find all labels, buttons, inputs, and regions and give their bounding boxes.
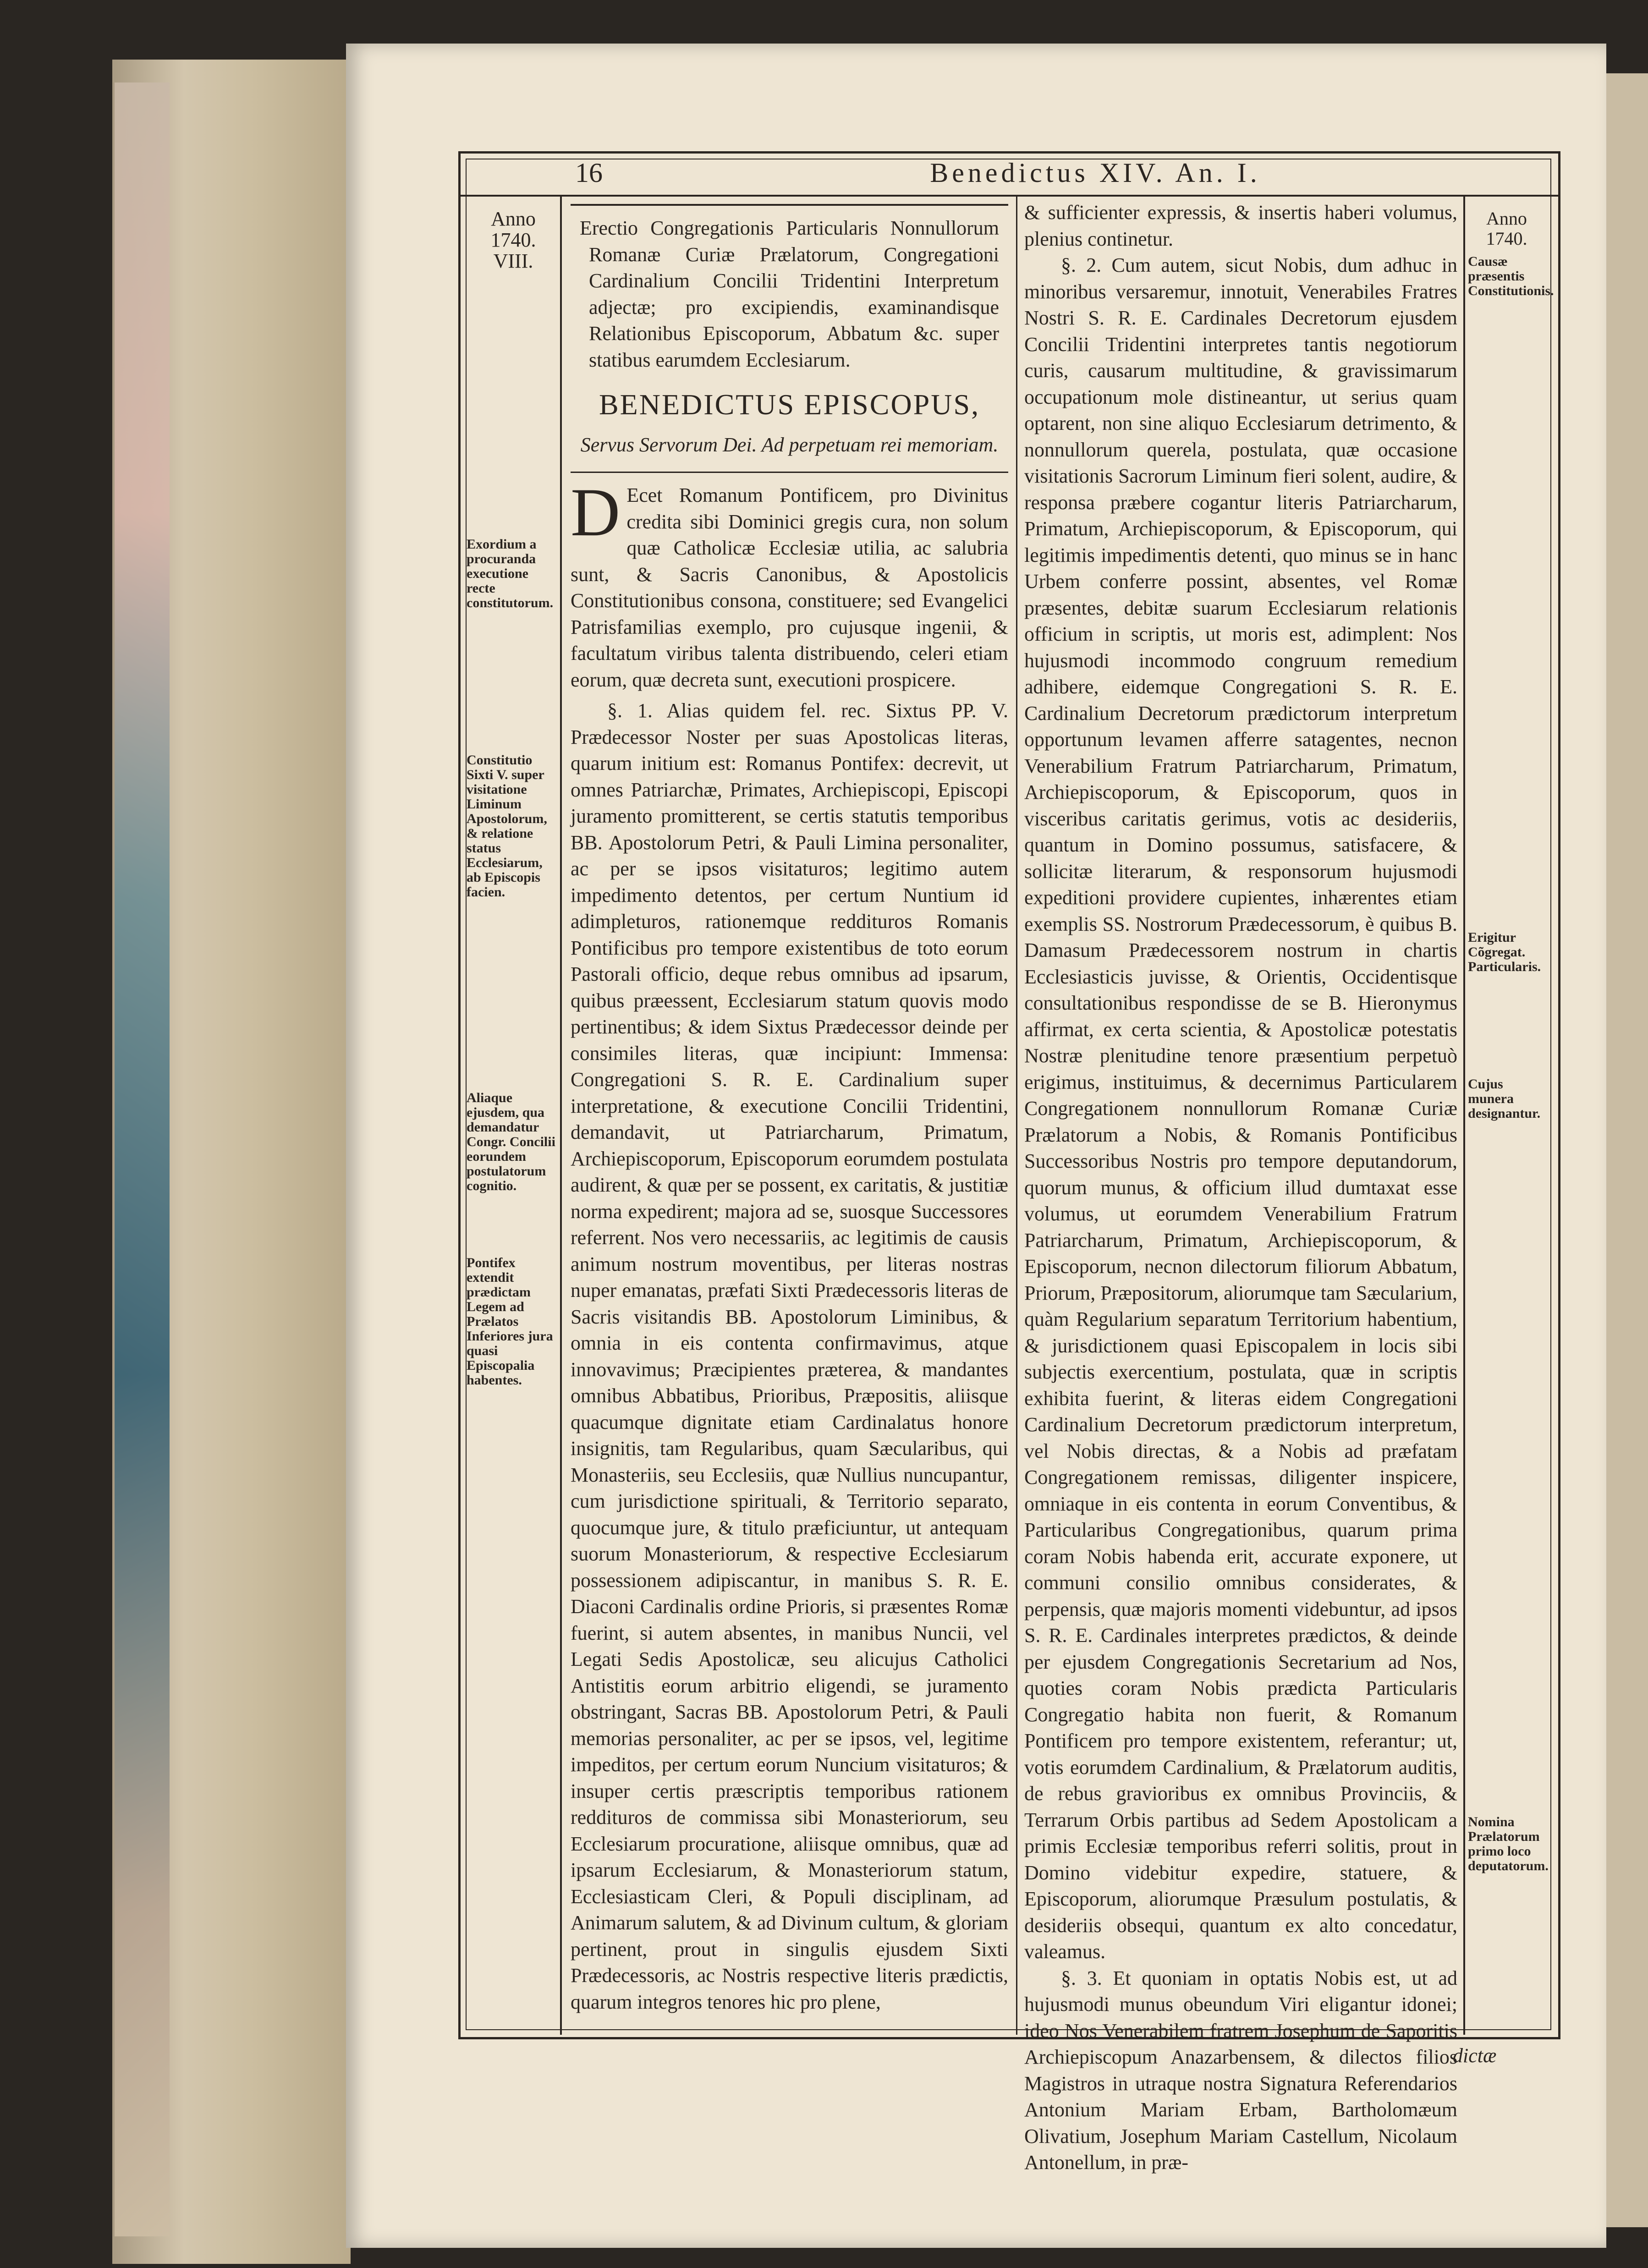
side-note: Cujus munera designantur. [1468,1076,1541,1121]
book-spine [115,82,170,2236]
side-note: Pontifex extendit prædictam Legem ad Prælatos Inferiores jura quasi Episcopalia habentes. [467,1255,553,1388]
constitution-subtitle: Servus Servorum Dei. Ad perpetuam rei memoriam. [580,433,999,456]
side-note: Nomina Prælatorum primo loco deputatorum. [1468,1814,1549,1873]
year-note-left [472,209,555,272]
year-note-line: VIII. [493,250,533,272]
left-margin-rule [560,195,562,2035]
year-note-line: Anno [491,208,536,230]
page-number: 16 [575,158,603,188]
facing-page-edge [1606,73,1648,2227]
drop-cap-letter: D [571,474,621,550]
year-note-right [1467,209,1547,249]
paragraph-text: Ecet Romanum Pontificem, pro Divinitus credita sibi Dominici gregis cura, non solum quæ Catholicæ Ecclesiæ utilia, ac salubria sunt, & Sacris Canonibus, & Apostolicis Constitutionibus consona, constituere; sed Evangelici Patrisfamilias exemplo, pro cujusque ingenii, & facultatum viribus talenta distribuendo, celeri etiam eorum, quæ decreta sunt, executioni prospicere. [571,484,1008,691]
side-note: Exordium a procuranda executione recte constitutorum. [467,537,554,610]
paragraph-section-1: §. 1. Alias quidem fel. rec. Sixtus PP. V. Prædecessor Noster per suas Apostolicas literas, quarum initium est: Romanus Pontifex: decrevit, ut omnes Patriarchæ, Primates, Archiepiscopi, Episcopi juramento promitterent, se certis statutis temporibus BB. Apostolorum Petri, & Pauli Limina personaliter, ac per se ipsos visitaturos; legitimo autem impedimento detentos, per certum Nuntium id adimpleturos, rationemque reddituros Romanis Pontificibus pro tempore existentibus de toto eorum Pastorali officio, deque rebus omnibus ad ipsarum, quibus præessent, Ecclesiarum statum quovis modo pertinentibus; & idem Sixtus Prædecessor deinde per consimiles literas, quæ incipiunt: Immensa: Congregationi S. R. E. Cardinalium super interpretatione, & executione Concilii Tridentini, demandavit, ut Patriarcharum, Primatum, Archiepiscoporum, Episcoporum eorumdem postulata audirent, & quæ per se possent, ex caritatis, & justitiæ norma expedirent; majora ad se, suosque Successores referrent. Nos vero necessariis, ac legitimis de causis animum nostrum moventibus, per literas nostras nuper emanatas, præfati Sixti Prædecessoris literas de Sacris visitandis BB. Apostolorum Liminibus, & omnia in eis contenta confirmavimus, atque innovavimus; Præcipientes præterea, & mandantes omnibus Abbatibus, Prioribus, Præpositis, aliisque quacumque dignitate etiam Cardinalatus honore insignitis, tam Regularibus, quam Sæcularibus, qui Monasteriis, seu Ecclesiis, quæ Nullius nuncupantur, cum jurisdictione spirituali, & Territorio separato, quocumque jure, & titulo præficiuntur, ut antequam suorum Monasteriorum, & respective Ecclesiarum possessionem adipiscantur, in manibus S. R. E. Diaconi Cardinalis ordine Prioris, si præsentes Romæ fuerint, si autem absentes, in manibus Nuncii, vel Legati Sedis Apostolicæ, seu alicujus Catholici Antistitis eorum arbitrio eligendi, se juramento obstringant, Sacras BB. Apostolorum Petri, & Pauli memorias personaliter, ac per se ipsos, vel, legitime impeditos, per certum eorum Nuncium visitaturos; & insuper certis præscriptis temporibus rationem reddituros de commissa sibi Monasteriorum, seu Ecclesiarum procuratione, aliisque omnibus, quæ ad ipsarum Ecclesiarum, & Monasteriorum statum, Ecclesiasticam Cleri, & Populi disciplinam, ad Animarum salutem, & ad Divinum cultum, & gloriam pertinent, prout in singulis ejusdem Sixti Prædecessoris, ac Nostris respective literis prædictis, quarum integros tenores hic pro plene, [571,699,1008,2013]
catchword: dictæ [1453,2044,1497,2067]
side-note: Erigitur Cõgregat. Particularis. [1468,930,1541,974]
constitution-title: BENEDICTUS EPISCOPUS, [599,388,980,421]
year-note-line: 1740. [490,229,536,251]
summary-top-rule [571,204,1008,206]
paragraph-continuation: & sufficienter expressis, & insertis haberi volumus, plenius continetur. [1024,201,1457,250]
paragraph-section-3: §. 3. Et quoniam in optatis Nobis est, ut ad hujusmodi munus obeundum Viri eligantur idonei; ideo Nos Venerabilem fratrem Josephum de Saporitis Archiepiscopum Anazarbensem, & dilectos filios Magistros in utraque nostra Signatura Referendarios Antonium Mariam Erbam, Bartholomæum Olivatium, Josephum Mariam Castellum, Nicolaum Antonellum, in præ- [1024,1966,1457,2174]
side-note: Constitutio Sixti V. super visitatione Liminum Apostolorum, & relatione status Ecclesiarum, ab Episcopis facien. [467,752,547,900]
paragraph-exordium [571,474,1008,693]
year-note-line: Anno [1486,208,1527,229]
side-note: Causæ præsentis Constitutionis. [1468,254,1554,298]
header-rule [458,195,1558,197]
paragraph-section-2: §. 2. Cum autem, sicut Nobis, dum adhuc in minoribus versaremur, innotuit, Venerabiles Fratres Nostri S. R. E. Cardinales Decretorum ejusdem Concilii Tridentini interpretes tantis negotiorum curis, causarum multitudine, & gravissimarum occupationum mole distineantur, ut serius quam optarent, non sine aliquo Ecclesiarum detrimento, & nonnullorum querela, postulata, quæ occasione visitationis Sacrorum Liminum fieri solent, audire, & responsa præbere cogantur literis Patriarcharum, Primatum, Archiepiscoporum, & Episcoporum, qui legitimis impedimentis detenti, quo minus se in hanc Urbem conferre possint, absentes, vel Romæ præsentes, debitæ suarum Ecclesiarum relationis officium in scriptis, ut moris est, adimplent: Nos hujusmodi incommodo congruum remedium adhibere, eidemque Congregationi S. R. E. Cardinalium Decretorum prædictorum interpretum opportunum levamen afferre satagentes, necnon Venerabilium Fratrum Patriarcharum, Primatum, Archiepiscoporum, & Episcoporum, quos in visceribus caritatis gerimus, votis ac desideriis, quantum in Domino possumus, satisfacere, & sollicitæ literarum, & responsorum hujusmodi expeditioni providere cupientes, inhærentes etiam exemplis SS. Nostrorum Prædecessorum, è quibus B. Damasum Prædecessorem nostrum in chartis Ecclesiasticis juvisse, & Orientis, Occidentisque consultationibus respondisse de se B. Hieronymus affirmat, ex certa scientia, & Apostolicæ potestatis Nostræ plenitudine tenore præsentium perpetuò erigimus, instituimus, & decernimus Particularem Congregationem nonnullorum Romanæ Curiæ Prælatorum a Nobis, & Romanis Pontificibus Successoribus Nostris pro tempore deputandorum, quorum munus, & officium illud dumtaxat esse volumus, ut eorumdem Venerabilium Fratrum Patriarcharum, Primatum, Archiepiscoporum, & Episcoporum, necnon dilectorum filiorum Abbatum, Priorum, Præpositorum, aliorumque tam Sæcularium, quàm Regularium separatum Territorium habentium, & jurisdictionem quasi Episcopalem in locis sibi subjectis exercentium, postulata, quæ in scriptis exhibita fuerint, & literas eidem Congregationi Cardinalium Decretorum prædictorum interpretum, vel Nobis directas, & a Nobis ad præfatam Congregationem remissas, diligenter inspicere, omniaque in eis contenta in eorum Conventibus, & Particularibus Congregationibus, quarum prima coram Nobis habenda erit, accurate exponere, ut communi consilio omnibus considerates, & perpensis, quæ majoris momenti videbuntur, ad ipsos S. R. E. Cardinales interpretes prædictos, & deinde per ejusdem Congregationis Secretarium ad Nos, quoties coram Nobis prædicta Particularis Congregatio habita non fuerit, & Romanum Pontificem pro tempore existentem, referantur; ut, votis eorumdem Cardinalium, & Prælatorum auditis, de rebus gravioribus ex omnibus Provinciis, & Terrarum Orbis partibus ad Sedem Apostolicam a primis Ecclesiæ temporibus referri solitis, prout in Domino videbitur expedire, statuere, & Episcoporum, aliorumque Præsulum postulatis, & desideriis obsequi, quantum ex alto concedatur, valeamus. [1024,254,1457,1963]
side-note: Aliaque ejusdem, qua demandatur Congr. Concilii eorundem postulatorum cognitio. [467,1090,555,1193]
constitution-summary: Erectio Congregationis Particularis Nonnullorum Romanæ Curiæ Prælatorum, Congregationi Cardinalium Concilii Tridentini Interpretum adjectæ; pro excipiendis, examinandisque Relationibus Episcoporum, Abbatum &c. super statibus earumdem Ecclesiarum. [580,217,999,371]
left-text-column [571,204,1008,2030]
running-title: Benedictus XIV. An. I. [930,158,1261,188]
right-text-column [1024,199,1457,2174]
year-note-line: 1740. [1486,228,1527,249]
right-margin-rule [1463,195,1465,2035]
title-rule [571,472,1008,473]
center-column-rule [1016,195,1017,2035]
